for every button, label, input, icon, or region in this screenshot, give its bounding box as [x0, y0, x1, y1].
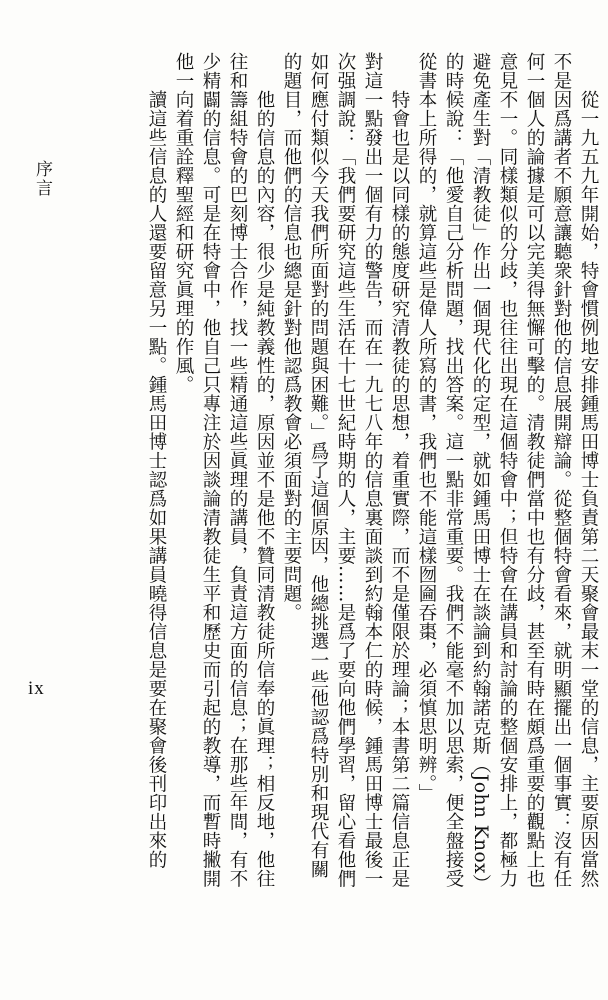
body-text — [112, 52, 602, 957]
paragraph-1-column-3: 何一個人的論據是可以完美得無懈可擊的。清教徒們當中也有分歧，甚至有時在頗爲重要的觀點上也 — [524, 52, 545, 888]
paragraph-3-column-4: 他一向着重詮釋聖經和研究眞理的作風。 — [173, 52, 194, 394]
paragraph-2-column-2: 對這一點發出一個有力的警告，而在一九七八年的信息裏面談到約翰本仁的時候，鍾馬田博士最後一 — [362, 52, 383, 888]
paragraph-2-column-3: 次强調說：「我們要研究這些生活在十七世紀時期的人，主要……是爲了要向他們學習，留心看他們 — [335, 52, 356, 888]
paragraph-1-column-2: 不是因爲講者不願意讓聽衆針對他的信息展開辯論。從整個特會看來，就明顯擺出一個事實：沒有任 — [551, 52, 572, 888]
paragraph-1-column-6: 的時候說：「他愛自己分析問題，找出答案。這一點非常重要。我們不能毫不加以思索，便全盤接受 — [443, 52, 464, 888]
running-header-title: 序言 — [32, 160, 52, 198]
paragraph-2-column-1: 特會也是以同樣的態度研究清教徒的思想，着重實際，而不是僅限於理論；本書第二篇信息正是 — [389, 90, 410, 888]
paragraph-1-column-7: 從書本上所得的，就算這些是偉人所寫的書，我們也不能這樣囫圇吞棗，必須慎思明辨。」 — [416, 52, 437, 803]
paragraph-3-column-1: 他的信息的內容，很少是純教義性的，原因並不是他不贊同清教徒所信奉的眞理；相反地，他往 — [254, 90, 275, 888]
paragraph-1-column-1: 從一九五九年開始，特會慣例地安排鍾馬田博士負責第二天聚會最末一堂的信息，主要原因當然 — [578, 90, 599, 888]
paragraph-1-column-5: 避免產生對「清教徒」作出一個現代化的定型，就如鍾馬田博士在談論到約翰諾克斯（John Knox） — [470, 52, 491, 894]
page-number: ix — [28, 678, 45, 699]
paragraph-2-column-4: 如何應付類似今天我們所面對的問題與困難。」爲了這個原因，他總挑選一些他認爲特別和現代有關 — [308, 52, 329, 879]
paragraph-1-column-4: 意見不一。同樣類似的分歧，也往往出現在這個特會中；但特會在講員和討論的整個安排上，都極力 — [497, 52, 518, 888]
paragraph-3-column-2: 往和籌組特會的巴刻博士合作，找一些精通這些眞理的講員，負責這方面的信息；在那些年間，有不 — [227, 52, 248, 888]
paragraph-2-column-5: 的題目，而他們的信息也總是針對他認爲教會必須面對的主要問題。 — [281, 52, 302, 622]
paragraph-3-column-3: 少精闢的信息。可是在特會中，他自己只專注於因談論清教徒生平和歷史而引起的教導，而暫時撇開 — [200, 52, 221, 888]
paragraph-4-column-1: 讀這些信息的人還要留意另一點。鍾馬田博士認爲如果講員曉得信息是要在聚會後刊印出來的 — [146, 90, 167, 869]
